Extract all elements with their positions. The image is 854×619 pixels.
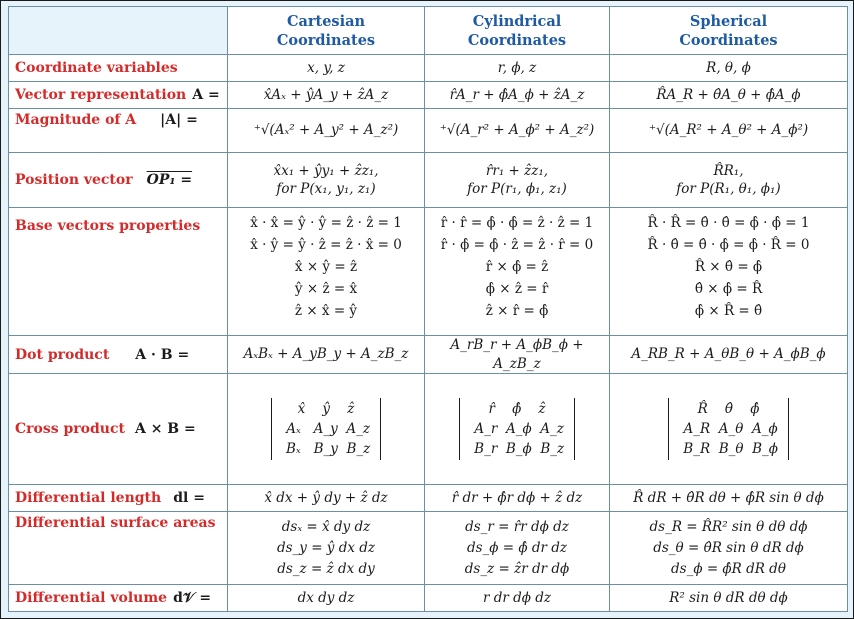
- value: r̂A_r + ϕ̂A_ϕ + ẑA_z: [449, 86, 585, 103]
- label-text: Differential volume: [15, 590, 168, 606]
- row-label: [9, 512, 228, 585]
- determinant: x̂ ŷ ẑ Aₓ A_y A_z Bₓ B_y B_z: [271, 398, 382, 460]
- cell-cylindrical: [425, 585, 610, 612]
- header-spherical: Spherical Coordinates: [610, 7, 848, 55]
- row-label: [9, 153, 228, 208]
- value: r̂ · r̂ = ϕ̂ · ϕ̂ = ẑ · ẑ = 1 r̂ · ϕ̂ = ϕ̂ · ẑ = ẑ · r̂ = 0 r̂ × ϕ̂ = ẑ ϕ̂ × ẑ = r̂ ẑ × r̂ = ϕ̂: [440, 215, 594, 319]
- cell-spherical: [610, 82, 848, 109]
- value: AₓBₓ + A_yB_y + A_zB_z: [243, 346, 409, 363]
- cell-cartesian: [228, 208, 425, 336]
- cell-cylindrical: [425, 208, 610, 336]
- value: x, y, z: [307, 59, 345, 76]
- label-text: Coordinate variables: [15, 60, 178, 76]
- cell-cylindrical: [425, 512, 610, 585]
- cell-cylindrical: [425, 55, 610, 82]
- label-symbol: d𝒱 =: [173, 590, 212, 606]
- value: R̂ dR + θ̂R dθ + ϕ̂R sin θ dϕ: [633, 489, 824, 506]
- cell-cylindrical: [425, 153, 610, 208]
- cell-spherical: [610, 55, 848, 82]
- label-symbol: dl =: [173, 490, 205, 506]
- value: R² sin θ dR dθ dϕ: [669, 589, 788, 606]
- value: r, ϕ, z: [497, 59, 537, 76]
- cell-spherical: [610, 485, 848, 512]
- value: A_rB_r + A_ϕB_ϕ + A_zB_z: [450, 337, 584, 372]
- cell-spherical: [610, 109, 848, 153]
- label-text: Magnitude of A: [15, 112, 137, 128]
- label-text: Differential surface areas: [15, 515, 216, 531]
- label-text: Base vectors properties: [15, 218, 201, 234]
- value: ⁺√(A_r² + A_ϕ² + A_z²): [439, 122, 595, 139]
- cell-cartesian: [228, 374, 425, 485]
- value: R, θ, ϕ: [706, 59, 751, 76]
- coordinate-systems-table: [8, 6, 848, 612]
- determinant: R̂ θ̂ ϕ̂ A_R A_θ A_ϕ B_R B_θ B_ϕ: [668, 398, 789, 460]
- cell-cartesian: [228, 153, 425, 208]
- value: x̂x₁ + ŷy₁ + ẑz₁, for P(x₁, y₁, z₁): [273, 162, 379, 197]
- header-cylindrical: Cylindrical Coordinates: [425, 7, 610, 55]
- value: r̂r₁ + ẑz₁, for P(r₁, ϕ₁, z₁): [467, 162, 567, 197]
- cell-spherical: [610, 208, 848, 336]
- cell-cylindrical: [425, 336, 610, 374]
- row-differential-surface: [9, 512, 848, 585]
- cell-cylindrical: [425, 374, 610, 485]
- label-text: Cross product: [15, 421, 125, 437]
- row-position-vector: [9, 153, 848, 208]
- cell-spherical: [610, 336, 848, 374]
- label-symbol: A =: [192, 87, 220, 103]
- row-label: [9, 82, 228, 109]
- row-coordinate-variables: [9, 55, 848, 82]
- cell-spherical: [610, 374, 848, 485]
- cell-cylindrical: [425, 82, 610, 109]
- value: ds_r = r̂r dϕ dz ds_ϕ = ϕ̂ dr dz ds_z = ẑr dr dϕ: [464, 518, 570, 577]
- header-corner: [9, 7, 228, 55]
- label-symbol: A · B =: [135, 346, 190, 363]
- row-magnitude: [9, 109, 848, 153]
- value: dx dy dz: [297, 589, 355, 606]
- label-text: Position vector: [15, 172, 133, 188]
- value: ⁺√(A_R² + A_θ² + A_ϕ²): [648, 122, 809, 139]
- cell-spherical: [610, 512, 848, 585]
- label-symbol: A × B =: [134, 421, 196, 437]
- value: dsₓ = x̂ dy dz ds_y = ŷ dx dz ds_z = ẑ dx dy: [276, 518, 376, 577]
- value: x̂ · x̂ = ŷ · ŷ = ẑ · ẑ = 1 x̂ · ŷ = ŷ · ẑ = ẑ · x̂ = 0 x̂ × ŷ = ẑ ŷ × ẑ = x̂ ẑ × x̂ = ŷ: [250, 215, 402, 319]
- cell-cartesian: [228, 585, 425, 612]
- cell-spherical: [610, 585, 848, 612]
- value: ⁺√(Aₓ² + A_y² + A_z²): [253, 122, 399, 139]
- value: R̂R₁, for P(R₁, θ₁, ϕ₁): [676, 162, 781, 197]
- value: x̂Aₓ + ŷA_y + ẑA_z: [263, 86, 389, 103]
- label-text: Vector representation: [15, 87, 187, 103]
- cell-cartesian: [228, 55, 425, 82]
- value: A_RB_R + A_θB_θ + A_ϕB_ϕ: [631, 346, 826, 363]
- value: x̂ dx + ŷ dy + ẑ dz: [264, 489, 388, 506]
- header-cartesian: Cartesian Coordinates: [228, 7, 425, 55]
- value: R̂A_R + θ̂A_θ + ϕ̂A_ϕ: [656, 86, 801, 103]
- cell-cylindrical: [425, 485, 610, 512]
- cell-cartesian: [228, 485, 425, 512]
- cell-cartesian: [228, 512, 425, 585]
- value: r̂ dr + ϕ̂r dϕ + ẑ dz: [451, 489, 583, 506]
- header-row: [9, 7, 848, 55]
- label-symbol: OP₁ =: [146, 172, 193, 188]
- row-label: [9, 208, 228, 336]
- row-label: [9, 585, 228, 612]
- value: r dr dϕ dz: [482, 589, 552, 606]
- row-label: [9, 485, 228, 512]
- label-text: Dot product: [15, 346, 110, 363]
- row-base-vectors: [9, 208, 848, 336]
- label-symbol: |A| =: [160, 112, 198, 128]
- row-vector-representation: [9, 82, 848, 109]
- value: ds_R = R̂R² sin θ dθ dϕ ds_θ = θ̂R sin θ dR dϕ ds_ϕ = ϕ̂R dR dθ: [649, 518, 808, 577]
- determinant: r̂ ϕ̂ ẑ A_r A_ϕ A_z B_r B_ϕ B_z: [459, 398, 575, 460]
- row-label: [9, 336, 228, 374]
- row-differential-length: [9, 485, 848, 512]
- row-label: [9, 374, 228, 485]
- label-text: Differential length: [15, 490, 162, 506]
- value: R̂ · R̂ = θ̂ · θ̂ = ϕ̂ · ϕ̂ = 1 R̂ · θ̂ = θ̂ · ϕ̂ = ϕ̂ · R̂ = 0 R̂ × θ̂ = ϕ̂ θ̂ × ϕ̂ = R̂ ϕ̂ × R̂ = θ̂: [647, 215, 810, 319]
- cell-spherical: [610, 153, 848, 208]
- row-label: [9, 109, 228, 153]
- cell-cartesian: [228, 109, 425, 153]
- row-differential-volume: [9, 585, 848, 612]
- cell-cylindrical: [425, 109, 610, 153]
- row-cross-product: [9, 374, 848, 485]
- row-dot-product: [9, 336, 848, 374]
- cell-cartesian: [228, 82, 425, 109]
- row-label: [9, 55, 228, 82]
- cell-cartesian: [228, 336, 425, 374]
